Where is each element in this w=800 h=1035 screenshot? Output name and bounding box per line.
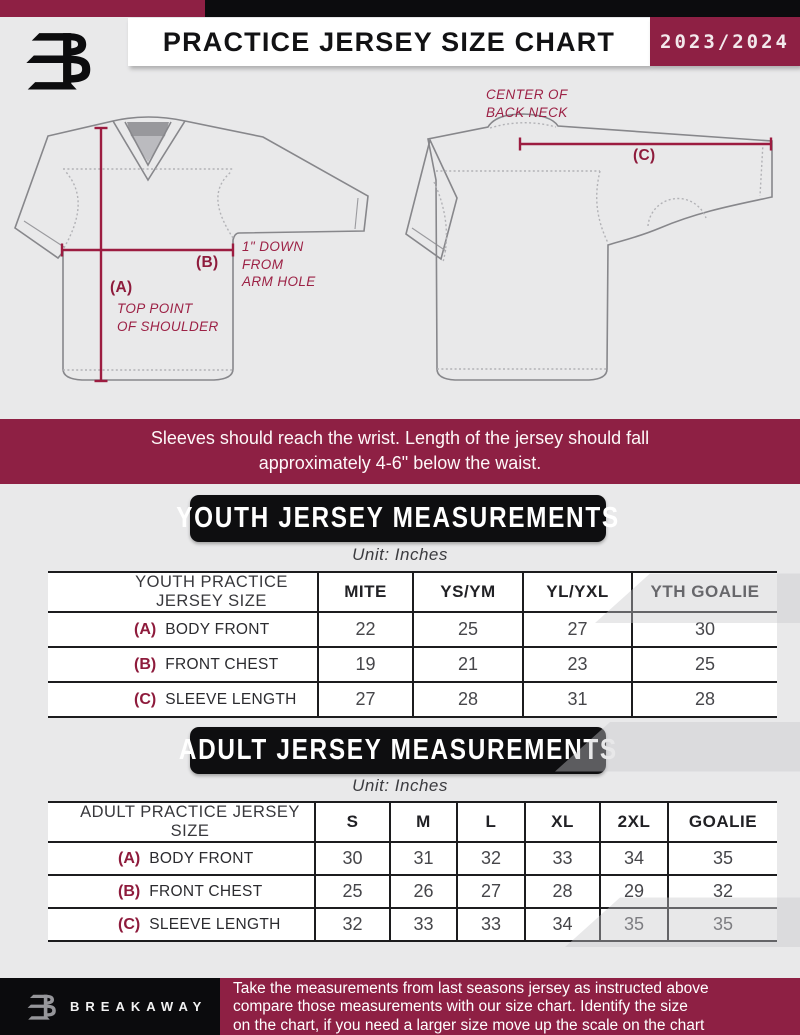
size-value-cell: 21 xyxy=(413,647,523,682)
season-text: 2023/2024 xyxy=(660,30,790,53)
size-value-cell: 23 xyxy=(523,647,632,682)
column-header: M xyxy=(390,802,457,842)
front-right-armhole-seam xyxy=(218,171,233,238)
front-left-cuff-line xyxy=(24,221,64,247)
measure-line-A xyxy=(95,128,108,381)
label-A-caption-line2: OF SHOULDER xyxy=(117,318,219,334)
column-header: S xyxy=(315,802,390,842)
measure-label: BODY FRONT xyxy=(149,849,254,867)
size-value-cell: 19 xyxy=(318,647,413,682)
column-header: YOUTH PRACTICE JERSEY SIZE xyxy=(48,572,318,612)
measurement-label-cell xyxy=(48,647,318,682)
page-title-text: PRACTICE JERSEY SIZE CHART xyxy=(162,26,616,57)
label-C: (C) xyxy=(633,147,656,164)
size-value-cell: 27 xyxy=(318,682,413,717)
size-value-cell: 32 xyxy=(315,908,390,941)
fit-notice-banner xyxy=(0,419,800,484)
label-B-caption-line1: 1" DOWN xyxy=(242,239,304,254)
measure-key: (C) xyxy=(118,915,141,933)
measure-label: SLEEVE LENGTH xyxy=(149,915,281,933)
size-value-cell: 25 xyxy=(413,612,523,647)
back-right-cuff-stitch xyxy=(760,143,763,196)
size-value-cell: 33 xyxy=(525,842,600,875)
footer-brand-block xyxy=(0,978,220,1035)
youth-section-banner xyxy=(176,495,620,542)
table-row xyxy=(48,908,777,941)
footer-brand-name: BREAKAWAY xyxy=(70,999,208,1014)
table-row xyxy=(48,842,777,875)
size-value-cell: 25 xyxy=(632,647,777,682)
footer-instructions-line3: on the chart, if you need a larger size move up the scale on the chart xyxy=(233,1016,705,1034)
size-value-cell: 31 xyxy=(523,682,632,717)
size-value-cell: 35 xyxy=(600,908,668,941)
table-row xyxy=(48,682,777,717)
footer-instructions-line2: compare those measurements with our size chart. Identify the size xyxy=(233,998,688,1016)
youth-unit-label: Unit: Inches xyxy=(352,545,448,564)
collar-inner-dark xyxy=(127,122,169,136)
size-value-cell: 27 xyxy=(523,612,632,647)
label-B-caption-line2: FROM xyxy=(242,256,284,272)
measurement-label-cell xyxy=(48,875,315,908)
label-B-caption-line3: ARM HOLE xyxy=(242,274,316,289)
front-left-armhole-seam xyxy=(64,172,78,248)
adult-unit-label: Unit: Inches xyxy=(352,776,448,795)
column-header: YS/YM xyxy=(413,572,523,612)
adult-section-banner xyxy=(178,727,618,774)
size-value-cell: 30 xyxy=(315,842,390,875)
column-header: YTH GOALIE xyxy=(632,572,777,612)
table-row xyxy=(48,875,777,908)
label-C-caption xyxy=(486,86,568,121)
back-left-cuff-line xyxy=(412,228,446,251)
measure-key: (C) xyxy=(134,690,157,708)
column-header: 2XL xyxy=(600,802,668,842)
fit-notice-line2: approximately 4-6" below the waist. xyxy=(258,453,542,473)
table-row xyxy=(48,647,777,682)
youth-header-row xyxy=(48,572,777,612)
footer-instructions-line1: Take the measurements from last seasons jersey as instructed above xyxy=(233,980,709,997)
measurement-label-cell xyxy=(48,612,318,647)
adult-header-row xyxy=(48,802,777,842)
size-value-cell: 25 xyxy=(315,875,390,908)
size-value-cell: 27 xyxy=(457,875,525,908)
label-A: (A) xyxy=(110,279,133,296)
measure-key: (B) xyxy=(134,655,157,673)
jersey-diagrams xyxy=(0,0,800,450)
size-value-cell: 34 xyxy=(525,908,600,941)
measure-key: (A) xyxy=(118,849,141,867)
size-value-cell: 26 xyxy=(390,875,457,908)
back-jersey-outline xyxy=(428,114,772,380)
footer-instructions xyxy=(220,978,800,1035)
breakaway-footer-logo-icon xyxy=(27,990,57,1024)
measure-label: FRONT CHEST xyxy=(149,882,263,900)
measure-label: FRONT CHEST xyxy=(165,655,279,673)
measurement-label-cell xyxy=(48,908,315,941)
measure-label: SLEEVE LENGTH xyxy=(165,690,297,708)
back-collar-stitch xyxy=(490,123,556,128)
measurement-label-cell xyxy=(48,842,315,875)
column-header: GOALIE xyxy=(668,802,777,842)
size-value-cell: 31 xyxy=(390,842,457,875)
column-header: MITE xyxy=(318,572,413,612)
label-A-caption-line1: TOP POINT xyxy=(117,301,193,316)
label-B-caption xyxy=(242,238,316,291)
footer xyxy=(0,978,800,1035)
adult-section-title: ADULT JERSEY MEASUREMENTS xyxy=(178,734,618,766)
measure-label: BODY FRONT xyxy=(165,620,270,638)
measure-key: (B) xyxy=(118,882,141,900)
column-header: YL/YXL xyxy=(523,572,632,612)
size-value-cell: 22 xyxy=(318,612,413,647)
youth-size-table xyxy=(48,571,777,718)
adult-size-table xyxy=(48,801,777,942)
column-header: L xyxy=(457,802,525,842)
size-value-cell: 30 xyxy=(632,612,777,647)
table-row xyxy=(48,612,777,647)
size-value-cell: 34 xyxy=(600,842,668,875)
measure-key: (A) xyxy=(134,620,157,638)
label-B: (B) xyxy=(196,254,219,271)
size-value-cell: 35 xyxy=(668,842,777,875)
back-right-armhole-seam xyxy=(597,171,608,243)
column-header: XL xyxy=(525,802,600,842)
fit-notice-line1: Sleeves should reach the wrist. Length of the jersey should fall xyxy=(150,428,650,448)
front-right-cuff-line xyxy=(355,198,358,229)
collar-inner-mid xyxy=(131,136,165,162)
label-A-caption xyxy=(117,300,219,335)
youth-section-title: YOUTH JERSEY MEASUREMENTS xyxy=(176,502,620,534)
size-value-cell: 29 xyxy=(600,875,668,908)
back-jersey-diagram xyxy=(406,114,772,380)
size-value-cell: 28 xyxy=(525,875,600,908)
label-C-caption-line2: BACK NECK xyxy=(486,104,568,120)
size-value-cell: 33 xyxy=(457,908,525,941)
column-header: ADULT PRACTICE JERSEY SIZE xyxy=(48,802,315,842)
size-value-cell: 32 xyxy=(668,875,777,908)
measurement-label-cell xyxy=(48,682,318,717)
label-C-caption-line1: CENTER OF xyxy=(486,87,568,102)
size-value-cell: 32 xyxy=(457,842,525,875)
size-value-cell: 28 xyxy=(413,682,523,717)
size-value-cell: 33 xyxy=(390,908,457,941)
size-value-cell: 35 xyxy=(668,908,777,941)
size-value-cell: 28 xyxy=(632,682,777,717)
